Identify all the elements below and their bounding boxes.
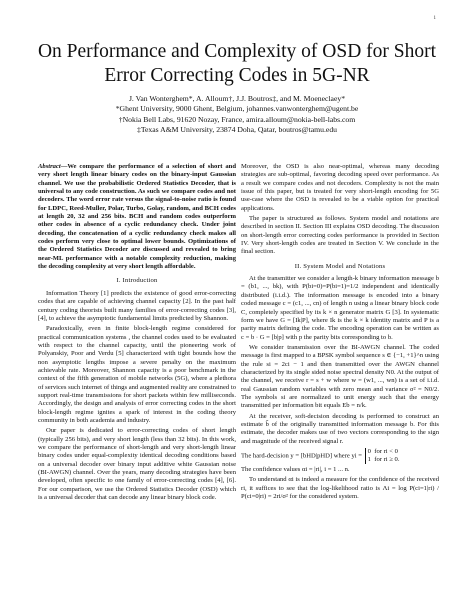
section-heading-system-model: II. System Model and Notations: [294, 262, 386, 270]
abstract-lead: Abstract: [38, 163, 61, 170]
llr-paragraph: To understand αi is indeed a measure for the confidence of the received ri, it suffices to see that the log-likelihood ratio is Λi = log P(ci=1|ri) / P(ci=0|ri) = 2ri/σ² for the considered system.: [241, 476, 439, 501]
hard-decision-cases: [365, 448, 400, 464]
right-column: [241, 163, 439, 503]
hard-decision-equation: [241, 448, 439, 464]
case-2-condition: for ri ≥ 0.: [374, 456, 400, 463]
case-1-value: 0: [367, 448, 371, 455]
abstract-body: —We compare the performance of a selection of short and very short length linear binary codes on the binary-input Gaussian channel. We use the probabilistic Ordered Statistics Decoder, that is universal to any code construction. As such we compare codes and not decoders. The word error rate versus the signal-to-noise ratio is found for LDPC, Reed-Muller, Polar, Turbo, Golay, random, and BCH codes at length 20, 32 and 256 bits. BCH and random codes outperform other codes in absence of a cyclic redundancy check. Under joint decoding, the concatenation of a cyclic redundancy check makes all codes perform very close to optimal lower bounds. Optimizations of the Ordered Statistics Decoder are discussed and revealed to bring near-ML performance with a notable complexity reduction, making the decoding complexity at very short length affordable.: [38, 163, 236, 271]
left-column: [38, 163, 236, 504]
system-paragraph-3: At the receiver, soft-decision decoding is performed to construct an estimate b̂ of the originally transmitted information message b. For this estimate, the decoder makes use of two vectors corresponding to the sign and magnitude of the received signal r.: [241, 412, 439, 445]
case-2-value: 1: [367, 456, 371, 463]
intro-paragraph-2: Paradoxically, even in finite block-length regime considered for practical communication systems , the channel codes used to be evaluated with respect to the channel capacity, until the pioneering work of Polyanskiy, Poor and Verdu [5] characterized with tight bounds how the non asymptotic lengths impose a severe penalty on the maximum achievable rate. Moreover, Shannon capacity is a poor benchmark in the context of the fifth generation of mobile networks (5G), where a plethora of services such internet of things and augmented reality are constrained to support real-time transmissions for short packets within few milliseconds. Accordingly, the design and analysis of error correcting codes in the short block-length regime ignites a spark of interest in the coding theory community in both academia and industry.: [38, 325, 236, 424]
right-paragraph-2: The paper is structured as follows. System model and notations are described in section II. Section III explains OSD decoding. The discussion on short-length error correcting codes performance is provided in Section IV. Very short-length codes are treated in Section V. We conclude in the final section.: [241, 215, 439, 256]
title-line-1: On Performance and Complexity of OSD for Short: [37, 41, 437, 62]
right-paragraph-1: Moreover, the OSD is also near-optimal, whereas many decoding strategies are sub-optimal, favoring decoding speed over performance. As a result we compare codes and not decoders. Complexity is not the main issue of this paper, but is treated for very short-length encoding for 5G use-case where the OSD is revealed to be a viable option for practical applications.: [241, 163, 439, 212]
paper-title: [20, 40, 454, 88]
section-heading-introduction: I. Introduction: [116, 277, 158, 285]
affiliation-1: *Ghent University, 9000 Ghent, Belgium, johannes.vanwonterghem@ugent.be: [115, 104, 359, 114]
system-paragraph-1: At the transmitter we consider a length-k binary information message b = (b1, ..., bk), with P(bi=0)=P(bi=1)=1/2 independent and identically distributed (i.i.d.). The information message is encoded into a binary coded message c = (c1, ..., cn) of length n using a linear binary block code C, completely specified by its k × n generator matrix G [3]. In systematic form we have G = [Ik|P], where Ik is the k × k identity matrix and P is a parity matrix defining the code. The encoding operation can be written as c = b · G = [b|p] with p the parity bits corresponding to b.: [241, 275, 439, 341]
hard-decision-lead: The hard-decision y = [bHD|pHD] where yi =: [241, 452, 362, 460]
author-block: [40, 94, 434, 135]
intro-paragraph-3: Our paper is dedicated to error-correcting codes of short length (typically 256 bits), and very short length (less than 32 bits). In this work, we compare the performance of short-length and very short-length linear binary codes under equal-complexity identical decoding conditions based on a universal decoder over binary input additive white Gaussian noise (BI-AWGN) channel. Over the years, many decoding strategies have been developed, often specific to one family of error-correcting codes [4], [6]. For our comparison, we use the Ordered Statistics Decoder (OSD) which is a universal decoder that can decode any linear binary block code.: [38, 427, 236, 502]
intro-paragraph-1: Information Theory [1] predicts the existence of good error-correcting codes that are capable of achieving channel capacity [2]. In the past half century coding theorists built many families of error-correcting codes [3], [4], to achieve the asymptotic fundamental limits predicted by Shannon.: [38, 289, 236, 322]
case-1-condition: for ri < 0: [374, 448, 398, 455]
title-line-2: Error Correcting Codes in 5G-NR: [104, 65, 370, 86]
system-paragraph-2: We consider transmission over the BI-AWGN channel. The coded message is first mapped to a BPSK symbol sequence s ∈ {−1, +1}^n using the rule si = 2ci − 1 and then transmitted over the AWGN channel characterized by its single sided noise spectral density N0. At the output of the channel, we receive r = s + w where w = (w1, ..., wn) is a set of i.i.d. real Gaussian random variables with zero mean and variance σ² = N0/2. The symbols si are normalized to unit energy such that the energy transmitted per information bit equals Eb = n/k.: [241, 343, 439, 410]
abstract: [38, 163, 236, 271]
affiliation-3: ‡Texas A&M University, 23874 Doha, Qatar, boutros@tamu.edu: [136, 124, 338, 134]
affiliation-2: †Nokia Bell Labs, 91620 Nozay, France, amira.alloum@nokia-bell-labs.com: [118, 114, 356, 124]
confidence-values-line: The confidence values αi = |ri|, i = 1 ... n.: [241, 466, 350, 473]
page-number: 1: [433, 16, 436, 21]
author-names: J. Van Wonterghem*, A. Alloum†, J.J. Boutros‡, and M. Moeneclaey*: [128, 94, 346, 103]
